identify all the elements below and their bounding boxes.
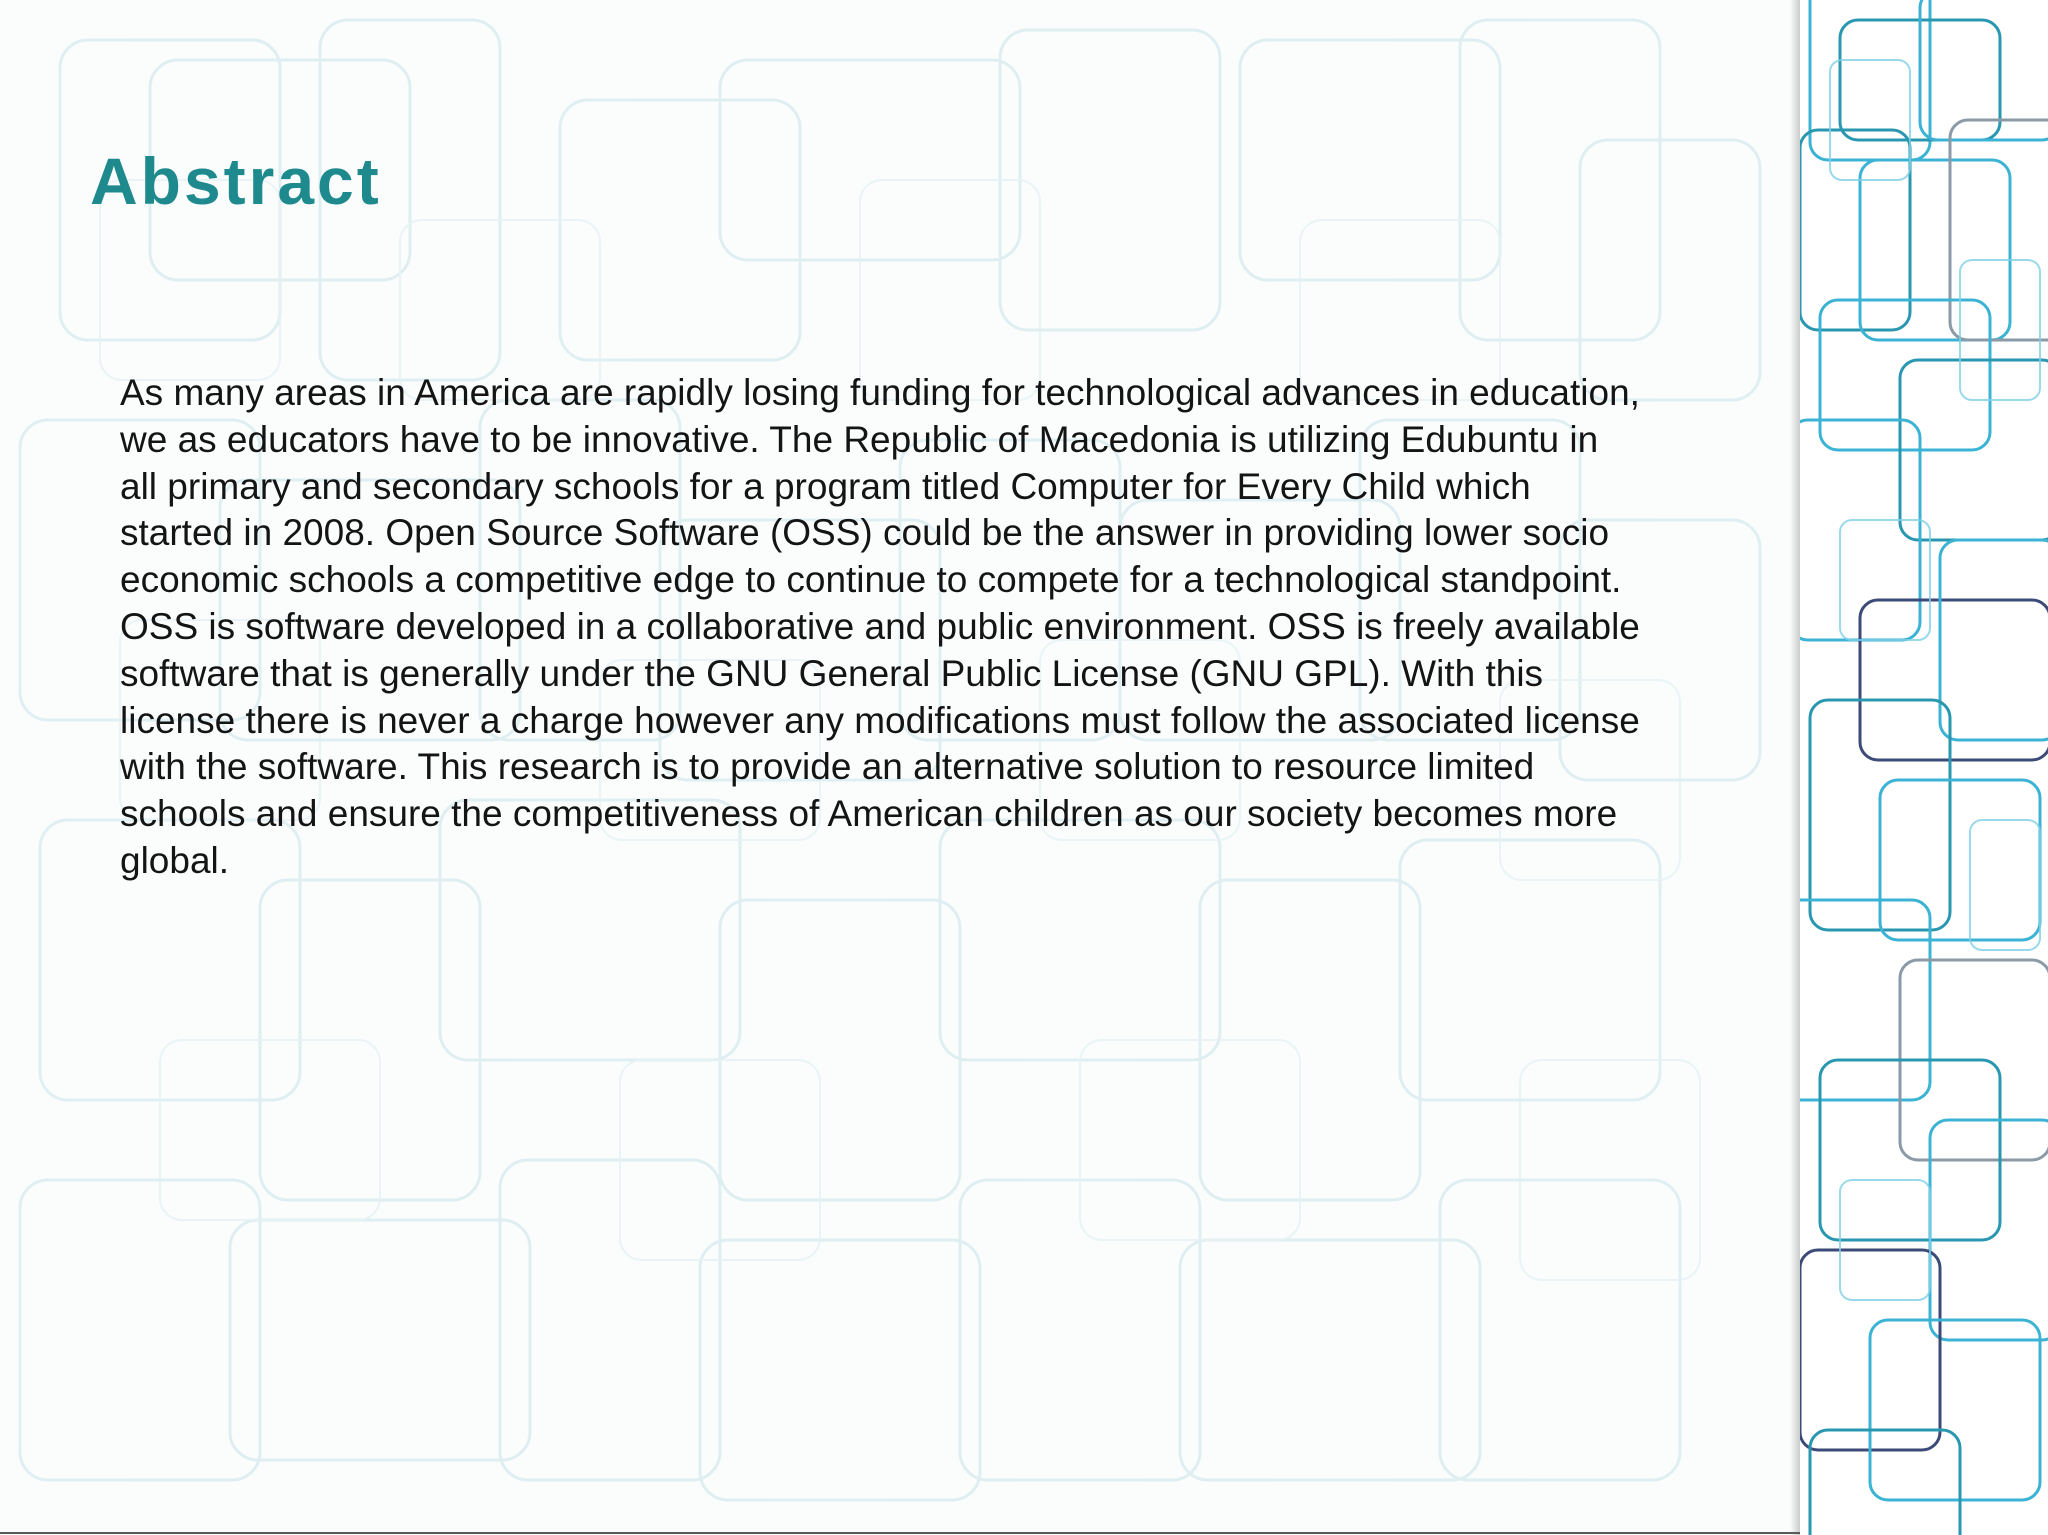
abstract-line: schools and ensure the competitiveness of American children as our society becomes more <box>120 793 1618 835</box>
decorative-side-panel <box>1800 0 2048 1535</box>
slide-title: Abstract <box>90 144 382 218</box>
abstract-line: economic schools a competitive edge to continue to compete for a technological standpoint. <box>120 559 1622 601</box>
abstract-line: license there is never a charge however any modifications must follow the associated license <box>120 699 1640 741</box>
abstract-line: started in 2008. Open Source Software (OSS) could be the answer in providing lower socio <box>120 512 1610 554</box>
abstract-paragraph <box>120 370 1740 885</box>
abstract-line: we as educators have to be innovative. The Republic of Macedonia is utilizing Edubuntu in <box>120 418 1599 460</box>
abstract-line: all primary and secondary schools for a program titled Computer for Every Child which <box>120 465 1531 507</box>
abstract-line: with the software. This research is to provide an alternative solution to resource limited <box>120 746 1535 788</box>
abstract-line: global. <box>120 839 230 881</box>
bottom-divider <box>0 1532 1800 1534</box>
abstract-line: OSS is software developed in a collaborative and public environment. OSS is freely available <box>120 605 1640 647</box>
abstract-line: software that is generally under the GNU General Public License (GNU GPL). With this <box>120 652 1544 694</box>
abstract-line: As many areas in America are rapidly losing funding for technological advances in education, <box>120 372 1640 413</box>
